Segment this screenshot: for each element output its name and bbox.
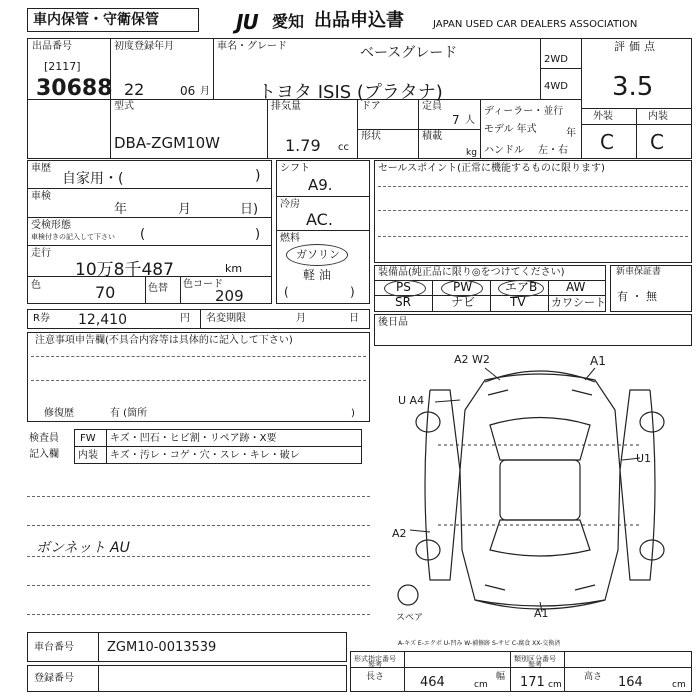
shaken-year: 年: [114, 202, 128, 217]
color-value: 70: [95, 283, 116, 302]
ju-logo-text: JU: [236, 10, 258, 34]
handwritten-note: ボンネット AU: [36, 540, 130, 556]
interior-label: 内装: [78, 450, 98, 461]
year-unit: 年: [566, 128, 576, 139]
sales-point-label: セールスポイント(正常に機能するものに限ります): [378, 163, 605, 174]
shift-label: シフト: [280, 163, 310, 174]
diagram-mark-rear: A1: [534, 607, 549, 620]
load-label: 積載: [422, 131, 442, 142]
inspector-label-1: 検査員: [29, 433, 59, 444]
ju-logo: [236, 10, 258, 34]
car-grade: ベースグレード: [360, 45, 458, 61]
lot-label: 出品番号: [32, 41, 72, 52]
repair-close: ): [351, 408, 355, 419]
new-car-cert-options: 有 ・ 無: [617, 290, 657, 303]
reg-month-unit: 月: [200, 86, 210, 97]
repair-label: 修復歴: [44, 408, 74, 419]
usage-value: 自家用・(: [62, 171, 124, 187]
later-date-box: [374, 314, 692, 346]
fuel-value: ガソリン: [296, 248, 340, 261]
displacement-value: 1.79: [285, 136, 321, 155]
damage-legend: A-キズ E-エクボ U-凹み W-補修跡 S-サビ C-腐食 XX-交換済: [398, 640, 561, 647]
association-name: JAPAN USED CAR DEALERS ASSOCIATION: [433, 19, 638, 30]
diagram-mark-front-left: A2 W2: [454, 353, 490, 366]
name-change-month: 月: [296, 313, 306, 324]
drive-4wd: 4WD: [544, 81, 568, 92]
katashiki-cert-label: 形式指定番号: [354, 655, 396, 663]
handle-label: ハンドル: [484, 145, 524, 156]
cc-unit: cc: [338, 142, 349, 153]
car-diagram: [390, 350, 690, 622]
fuel-paren-close: ): [350, 285, 355, 299]
recycle-unit: 円: [180, 313, 190, 324]
equip-tv: TV: [510, 295, 526, 309]
interior-items: キズ・汚レ・コゲ・穴・スレ・キレ・破レ: [110, 450, 300, 461]
capacity-unit: 人: [465, 115, 475, 126]
new-car-cert-label: 新車保証書: [616, 267, 662, 277]
recycle-value: 12,410: [78, 312, 127, 328]
jyuken-note: 車検付きの記入して下さい: [31, 233, 115, 241]
diagram-mark-left-fender: U A4: [398, 394, 425, 407]
inspector-label-2: 記入欄: [29, 449, 59, 460]
int-grade: C: [650, 130, 664, 154]
shaken-label: 車検: [31, 191, 51, 202]
usage-label: 車歴: [31, 163, 51, 174]
score-value: 3.5: [612, 72, 654, 102]
equip-ps: PS: [396, 280, 411, 294]
storage-label: 車内保管・守衛保管: [33, 12, 159, 28]
equip-navi: ナビ: [451, 295, 476, 309]
color-code-label: 色コード: [183, 279, 223, 290]
door-label: ドア: [361, 101, 381, 112]
shaken-day: 日): [240, 202, 259, 217]
jyuken-label: 受検形態: [31, 220, 71, 231]
lot-small: [2117]: [44, 60, 81, 73]
width-value: 171: [520, 675, 545, 690]
registration-box: [27, 665, 347, 692]
spare-label: スペア: [396, 613, 424, 623]
car-name-label: 車名・グレード: [217, 41, 287, 52]
height-value: 164: [618, 675, 643, 690]
shaken-month: 月: [178, 202, 192, 217]
dealer-label: ディーラー・並行: [484, 106, 564, 117]
drive-2wd: 2WD: [544, 54, 568, 65]
class-label: 類別区分番号: [514, 655, 556, 663]
shift-value: A9.: [308, 176, 333, 194]
equip-aw: AW: [566, 280, 586, 294]
equip-pw: PW: [453, 280, 473, 294]
pref-name: 愛知: [272, 12, 305, 31]
kg-unit: kg: [466, 148, 477, 158]
color-code-value: 209: [215, 287, 244, 305]
name-change-day: 日: [349, 313, 359, 324]
height-unit: cm: [672, 680, 686, 690]
aircon-label: 冷房: [280, 199, 300, 210]
int-label: 内装: [648, 111, 668, 122]
capacity-value: 7: [452, 113, 460, 127]
diagram-mark-right-door: U1: [636, 452, 652, 465]
length-label: 長さ: [366, 672, 385, 682]
fuel-label: 燃料: [280, 233, 300, 244]
car-name: トヨタ ISIS (プラタナ): [258, 82, 443, 103]
length-unit: cm: [474, 680, 488, 690]
reg-label: 初度登録年月: [114, 41, 174, 52]
equip-airbag: エアB: [505, 280, 538, 294]
width-unit: cm: [548, 680, 562, 690]
mileage-unit: km: [225, 262, 243, 275]
reg-year: 22: [124, 80, 145, 99]
usage-close: ): [255, 168, 261, 184]
later-date-label: 後日品: [378, 317, 408, 328]
notes-label: 注意事項申告欄(不具合内容等は具体的に記入して下さい): [35, 335, 293, 346]
circle-pw: [441, 280, 483, 297]
diagram-mark-left-rear: A2: [392, 527, 407, 540]
fuel-diesel: 軽 油: [303, 268, 331, 282]
repair-value: 有 (箇所: [110, 408, 148, 419]
recycle-label: R券: [33, 313, 50, 324]
ext-grade: C: [600, 130, 614, 154]
jyuken-close: ): [255, 227, 261, 242]
iro-change-label: 色替: [148, 283, 168, 294]
model-year-label: モデル 年式: [484, 124, 537, 135]
mileage-value: 10万8千487: [75, 260, 174, 280]
ext-label: 外装: [593, 111, 613, 122]
chassis-label: 車台番号: [34, 642, 74, 653]
sales-point-box: [374, 160, 692, 263]
fw-items: キズ・凹石・ヒビ割・リペア跡・X要: [110, 433, 277, 444]
fuel-paren-open: (: [284, 285, 289, 299]
katashiki-value: DBA-ZGM10W: [114, 134, 220, 152]
width-label: 幅: [496, 672, 506, 682]
jyuken-open: (: [140, 227, 146, 242]
lot-number: 30688: [36, 76, 113, 101]
fw-label: FW: [80, 433, 96, 444]
mileage-label: 走行: [31, 248, 51, 259]
equip-sr: SR: [395, 295, 411, 309]
color-label: 色: [31, 280, 41, 291]
height-label: 高さ: [584, 672, 603, 682]
equip-seat: カワシート: [551, 296, 606, 309]
handle-options: 左・右: [538, 145, 568, 156]
aircon-value: AC.: [306, 210, 333, 229]
circle-airbag: [498, 280, 544, 297]
equipment-label: 装備品(純正品に限り◎をつけてください): [378, 267, 565, 278]
diagram-mark-front-right: A1: [590, 354, 606, 368]
reg-month: 06: [180, 84, 196, 98]
shape-label: 形状: [361, 131, 381, 142]
name-change-label: 名変期限: [206, 313, 246, 324]
registration-label: 登録番号: [34, 673, 74, 684]
ref-label-2: 参考: [528, 661, 542, 669]
katashiki-label: 型式: [114, 101, 134, 112]
chassis-value: ZGM10-0013539: [107, 640, 217, 655]
length-value: 464: [420, 675, 445, 690]
circle-ps: [384, 280, 426, 297]
score-label: 評価点: [614, 40, 659, 53]
form-title: 出品申込書: [314, 10, 404, 31]
displacement-label: 排気量: [271, 101, 301, 112]
capacity-label: 定員: [422, 101, 442, 112]
ref-label-1: 参考: [368, 661, 382, 669]
